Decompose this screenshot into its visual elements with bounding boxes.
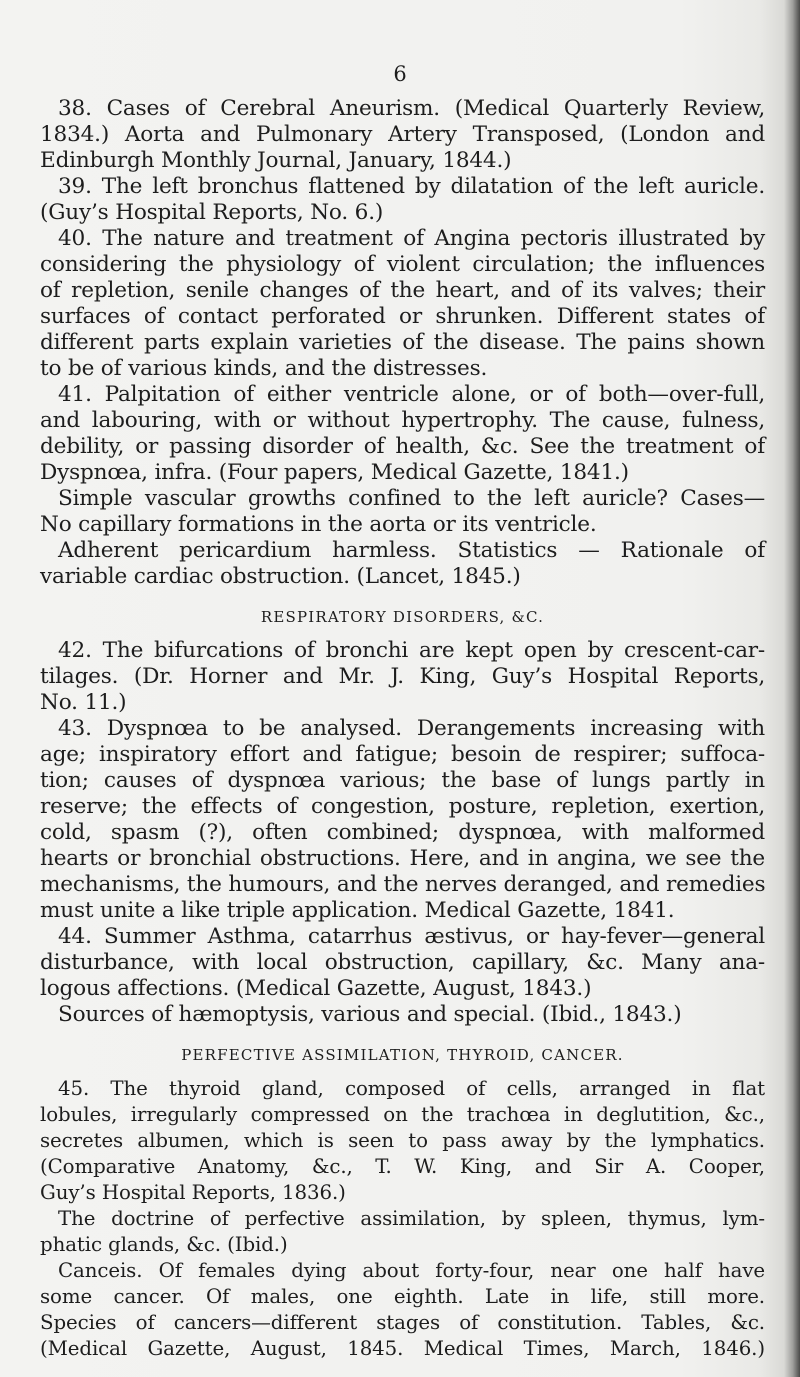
text-line: tion; causes of dyspnœa various; the base of lungs partly in: [40, 768, 765, 793]
text-line: No. 11.): [40, 690, 127, 715]
text-line: 1834.) Aorta and Pulmonary Artery Transposed, (London and: [40, 122, 765, 147]
text-line: Edinburgh Monthly Journal, January, 1844.): [40, 148, 512, 173]
text-line: phatic glands, &c. (Ibid.): [40, 1233, 288, 1256]
text-line: 41. Palpitation of either ventricle alone, or of both—over-full,: [58, 382, 765, 407]
text-line: lobules, irregularly compressed on the trachœa in deglutition, &c.,: [40, 1103, 765, 1126]
text-line: Adherent pericardium harmless. Statistics — Rationale of: [58, 538, 765, 563]
text-line: 42. The bifurcations of bronchi are kept open by crescent-car-: [58, 638, 765, 663]
text-line: (Medical Gazette, August, 1845. Medical Times, March, 1846.): [40, 1337, 765, 1360]
text-line: hearts or bronchial obstructions. Here, and in angina, we see the: [40, 846, 765, 871]
text-line: age; inspiratory effort and fatigue; besoin de respirer; suffoca-: [40, 742, 765, 767]
text-line: debility, or passing disorder of health, &c. See the treatment of: [40, 434, 765, 459]
text-line: of repletion, senile changes of the heart, and of its valves; their: [40, 278, 765, 303]
text-line: 43. Dyspnœa to be analysed. Derangements increasing with: [58, 716, 765, 741]
text-line: reserve; the effects of congestion, posture, repletion, exertion,: [40, 794, 765, 819]
text-line: 38. Cases of Cerebral Aneurism. (Medical Quarterly Review,: [58, 96, 765, 121]
page-edge-shadow: [784, 0, 800, 1377]
text-line: Species of cancers—different stages of constitution. Tables, &c.: [40, 1311, 765, 1334]
section-heading: PERFECTIVE ASSIMILATION, THYROID, CANCER.: [181, 1046, 624, 1064]
text-line: Guy’s Hospital Reports, 1836.): [40, 1181, 346, 1204]
text-line: cold, spasm (?), often combined; dyspnœa, with malformed: [40, 820, 765, 845]
page-number: 6: [393, 62, 407, 86]
text-line: 40. The nature and treatment of Angina pectoris illustrated by: [58, 226, 765, 251]
text-line: variable cardiac obstruction. (Lancet, 1845.): [40, 564, 521, 589]
text-line: surfaces of contact perforated or shrunken. Different states of: [40, 304, 765, 329]
text-line: and labouring, with or without hypertrophy. The cause, fulness,: [40, 408, 765, 433]
text-line: (Comparative Anatomy, &c., T. W. King, and Sir A. Cooper,: [40, 1155, 765, 1178]
text-line: considering the physiology of violent circulation; the influences: [40, 252, 765, 277]
text-line: some cancer. Of males, one eighth. Late in life, still more.: [40, 1285, 765, 1308]
text-line: Dyspnœa, infra. (Four papers, Medical Gazette, 1841.): [40, 460, 629, 485]
text-line: Canceis. Of females dying about forty-four, near one half have: [58, 1259, 765, 1282]
text-line: tilages. (Dr. Horner and Mr. J. King, Guy’s Hospital Reports,: [40, 664, 765, 689]
text-line: (Guy’s Hospital Reports, No. 6.): [40, 200, 384, 225]
text-line: logous affections. (Medical Gazette, August, 1843.): [40, 976, 592, 1001]
text-line: 39. The left bronchus flattened by dilatation of the left auricle.: [58, 174, 765, 199]
text-line: must unite a like triple application. Medical Gazette, 1841.: [40, 898, 675, 923]
text-line: secretes albumen, which is seen to pass away by the lymphatics.: [40, 1129, 765, 1152]
text-line: The doctrine of perfective assimilation, by spleen, thymus, lym-: [58, 1207, 765, 1230]
text-line: disturbance, with local obstruction, capillary, &c. Many ana-: [40, 950, 765, 975]
text-line: No capillary formations in the aorta or its ventricle.: [40, 512, 597, 537]
text-line: 45. The thyroid gland, composed of cells, arranged in flat: [58, 1077, 765, 1100]
text-line: Simple vascular growths confined to the left auricle? Cases—: [58, 486, 765, 511]
text-line: different parts explain varieties of the disease. The pains shown: [40, 330, 765, 355]
text-line: Sources of hæmoptysis, various and special. (Ibid., 1843.): [58, 1002, 682, 1027]
text-line: to be of various kinds, and the distresses.: [40, 356, 488, 381]
text-line: mechanisms, the humours, and the nerves deranged, and remedies: [40, 872, 766, 897]
section-heading: RESPIRATORY DISORDERS, &C.: [260, 608, 545, 626]
text-line: 44. Summer Asthma, catarrhus æstivus, or hay-fever—general: [58, 924, 765, 949]
